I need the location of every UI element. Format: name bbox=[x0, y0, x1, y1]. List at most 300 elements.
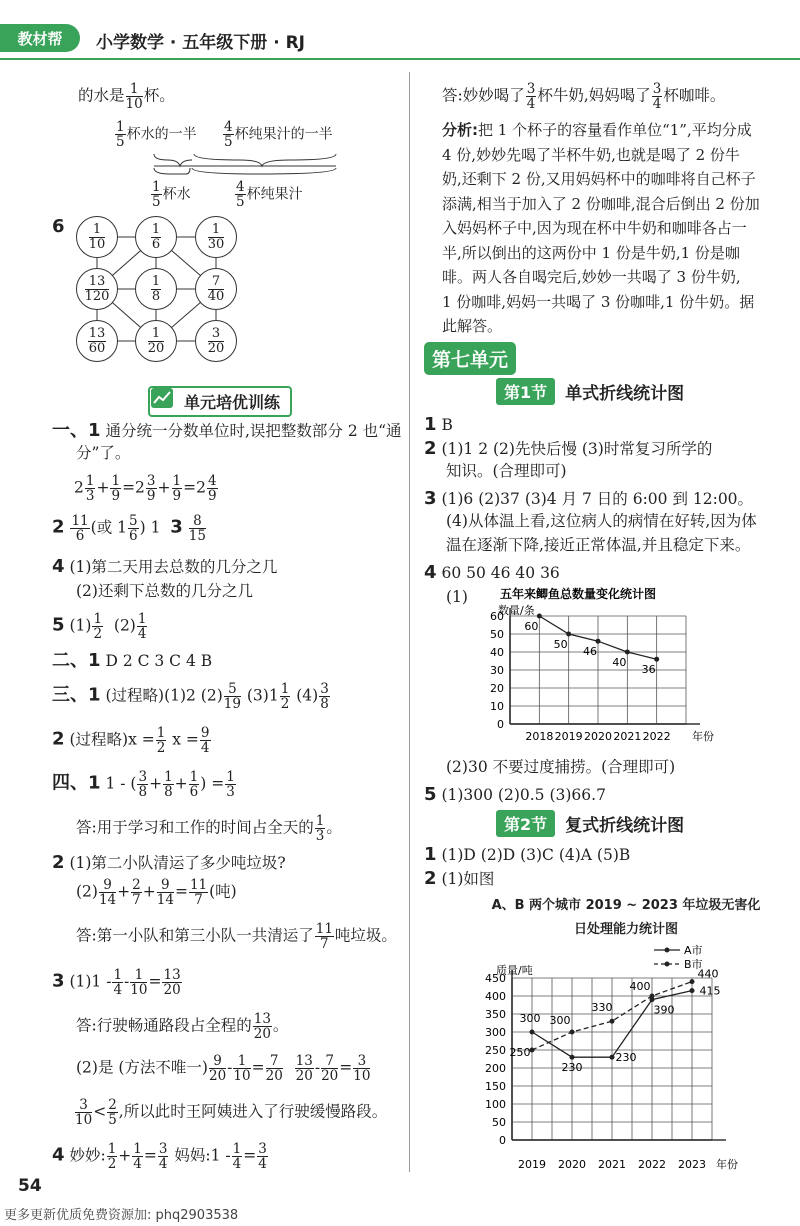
chart2-series-b-point bbox=[570, 1030, 575, 1035]
chart2-legend-a-label: A市 bbox=[684, 944, 703, 957]
fraction bbox=[207, 474, 218, 503]
grid-cell bbox=[135, 216, 177, 258]
chart2-y-tick: 300 bbox=[485, 1026, 506, 1039]
fraction-numerator: 1 bbox=[89, 223, 106, 238]
fraction-numerator: 7 bbox=[266, 1054, 283, 1069]
fraction-denominator: 14 bbox=[156, 892, 174, 909]
analysis-text: 入妈妈杯子中,因为现在杯中牛奶和咖啡各占一 bbox=[442, 219, 747, 237]
fraction-denominator: 7 bbox=[320, 936, 329, 953]
fraction bbox=[126, 82, 143, 111]
fraction-denominator: 3 bbox=[226, 784, 235, 801]
fraction bbox=[189, 878, 208, 907]
chart-waste-capacity bbox=[460, 940, 750, 1172]
question-6-number: 6 bbox=[52, 216, 65, 237]
grid-cell bbox=[195, 216, 237, 258]
s4-q3-part2: (2)是 (方法不唯一) $\frac{9}{20}$ - $\frac{1}{10}$ = $\frac{7}{20}$ $\frac{13}{20}$ - $\frac{7}{20}$ = $\frac{3}{10}$ bbox=[76, 1053, 371, 1085]
fraction bbox=[128, 514, 139, 543]
fraction bbox=[75, 1098, 92, 1127]
fraction bbox=[233, 1054, 250, 1083]
fraction-denominator: 4 bbox=[526, 96, 536, 113]
fraction bbox=[315, 922, 334, 951]
fraction bbox=[85, 474, 96, 503]
analysis-text: 添满,相当于加入了 2 份咖啡,混合后倒出 2 份加 bbox=[442, 194, 760, 213]
chart2-legend-b-marker bbox=[665, 962, 670, 967]
fraction-denominator: 10 bbox=[130, 982, 148, 999]
analysis-line bbox=[442, 192, 782, 217]
analysis-block bbox=[442, 118, 782, 339]
fraction bbox=[257, 1142, 268, 1171]
chart1-x-tick: 2022 bbox=[642, 730, 671, 743]
fraction-numerator: 1 bbox=[151, 221, 161, 237]
fraction-denominator: 20 bbox=[208, 1068, 227, 1085]
chart2-y-tick: 450 bbox=[485, 972, 506, 985]
fraction-numerator: 7 bbox=[208, 275, 225, 290]
chart2-y-tick: 400 bbox=[485, 990, 506, 1003]
training-title: 单元培优训练 bbox=[148, 386, 292, 417]
s1-q4: 4 (1)第二天用去总数的几分之几 bbox=[52, 556, 278, 577]
diagram-bottom-label-1: $\frac{1}{5}$ 杯水 bbox=[152, 179, 191, 211]
s1-q4-line2: (2)还剩下总数的几分之几 bbox=[76, 582, 253, 600]
chart2-y-tick: 50 bbox=[492, 1116, 506, 1129]
chart2-series-b-point bbox=[690, 979, 695, 984]
fraction bbox=[137, 612, 148, 641]
fraction-numerator: 1 bbox=[156, 725, 166, 741]
fraction bbox=[107, 1142, 118, 1171]
grid-cell bbox=[76, 268, 118, 310]
fraction bbox=[151, 223, 161, 251]
chart1-point bbox=[625, 650, 630, 655]
chart1-point bbox=[654, 657, 659, 662]
fraction bbox=[319, 682, 330, 711]
analysis-text: 把 1 个杯子的容量看作单位“1”,平均分成 bbox=[478, 121, 752, 139]
diagram-bottom-label-2: $\frac{4}{5}$ 杯纯果汁 bbox=[236, 179, 303, 211]
chart2-data-label: 400 bbox=[629, 980, 651, 993]
chart1-point bbox=[596, 639, 601, 644]
analysis-line bbox=[442, 143, 782, 168]
chart1-data-label: 50 bbox=[553, 638, 568, 651]
analysis-line bbox=[442, 265, 782, 290]
fraction-denominator: 2 bbox=[280, 696, 290, 713]
fraction-numerator: 3 bbox=[320, 681, 329, 697]
fraction bbox=[151, 275, 161, 303]
chart2-y-tick: 150 bbox=[485, 1080, 506, 1093]
chart1-data-label: 36 bbox=[641, 663, 656, 677]
fraction-denominator: 4 bbox=[232, 1156, 242, 1173]
analysis-text: 啡。两人各自喝完后,妙妙一共喝了 3 份牛奶, bbox=[442, 268, 741, 286]
fraction bbox=[189, 770, 200, 799]
fraction bbox=[200, 726, 211, 755]
page-header-title: 小学数学 · 五年级下册 · RJ bbox=[96, 33, 306, 53]
fraction-denominator: 15 bbox=[188, 528, 206, 545]
fraction bbox=[172, 474, 183, 503]
r-q4-sub1: (1) bbox=[446, 588, 468, 606]
fraction-numerator: 1 bbox=[189, 769, 199, 785]
fraction bbox=[208, 275, 225, 303]
fraction-numerator: 3 bbox=[652, 81, 662, 97]
analysis-text: 奶,还剩下 2 份,又用妈妈杯中的咖啡将自己杯子 bbox=[442, 170, 756, 188]
fraction bbox=[89, 223, 106, 251]
chart1-point bbox=[537, 614, 542, 619]
fraction bbox=[157, 878, 174, 907]
fraction-numerator: 5 bbox=[224, 682, 241, 697]
fraction bbox=[148, 327, 165, 355]
chart1-y-tick: 60 bbox=[490, 610, 504, 623]
fraction-numerator: 13 bbox=[295, 1053, 313, 1069]
fraction bbox=[137, 770, 148, 799]
fraction-denominator: 7 bbox=[194, 892, 203, 909]
chart2-data-label: 440 bbox=[697, 967, 719, 981]
fraction-numerator: 13 bbox=[85, 275, 110, 290]
fraction-numerator: 1 bbox=[172, 473, 182, 489]
fraction bbox=[112, 968, 123, 997]
chart1-y-tick: 10 bbox=[490, 700, 504, 713]
fraction-numerator: 1 bbox=[93, 611, 103, 627]
r-q5: 5 (1)300 (2)0.5 (3)66.7 bbox=[424, 784, 606, 805]
fraction bbox=[526, 82, 537, 111]
fraction-denominator: 8 bbox=[151, 288, 161, 304]
fraction bbox=[208, 223, 225, 251]
fraction-numerator: 1 bbox=[226, 769, 235, 785]
trend-chart-icon bbox=[150, 386, 176, 410]
fraction-denominator: 9 bbox=[111, 488, 121, 505]
s4-q3-answer: 答:行驶畅通路段占全程的 $\frac{13}{20}$ 。 bbox=[76, 1011, 289, 1043]
fraction-numerator: 1 bbox=[111, 473, 121, 489]
fraction bbox=[70, 514, 89, 543]
fraction-numerator: 3 bbox=[138, 769, 148, 785]
section-2-tag: 第2节 bbox=[496, 810, 555, 837]
s1-q1-equation: 2 $\frac{1}{3}$ + $\frac{1}{9}$ =2 $\frac{3}{9}$ + $\frac{1}{9}$ =2 $\frac{4}{9}$ bbox=[74, 473, 217, 505]
fraction-numerator: 1 bbox=[151, 273, 161, 289]
fraction-numerator: 3 bbox=[353, 1054, 370, 1069]
chart1-y-tick: 30 bbox=[490, 664, 504, 677]
chart2-y-tick: 0 bbox=[499, 1134, 506, 1147]
fraction-denominator: 10 bbox=[88, 236, 106, 252]
s4-q3: 3 (1)1 - $\frac{1}{4}$ - $\frac{1}{10}$ = $\frac{13}{20}$ bbox=[52, 967, 181, 999]
fraction-numerator: 9 bbox=[200, 725, 210, 741]
fraction-numerator: 13 bbox=[253, 1011, 271, 1027]
fraction-denominator: 20 bbox=[163, 982, 181, 999]
chart2-x-tick: 2022 bbox=[638, 1158, 666, 1171]
grid-cell bbox=[76, 320, 118, 362]
fraction-numerator: 3 bbox=[208, 327, 225, 342]
chart2-series-a-point bbox=[690, 988, 695, 993]
fraction bbox=[158, 1142, 169, 1171]
chart2-legend-a-marker bbox=[665, 948, 670, 953]
fraction-denominator: 20 bbox=[265, 1068, 283, 1085]
s2-q1: 1 (1)D (2)D (3)C (4)A (5)B bbox=[424, 844, 631, 865]
grid-cell bbox=[135, 268, 177, 310]
fraction-numerator: 1 bbox=[233, 1054, 250, 1069]
s4-q1-answer: 答:用于学习和工作的时间占全天的 $\frac{1}{3}$ 。 bbox=[76, 813, 342, 845]
chart2-series-a-point bbox=[610, 1055, 615, 1060]
fraction-denominator: 30 bbox=[207, 236, 225, 252]
s4-q2-equation: (2) $\frac{9}{14}$ + $\frac{2}{7}$ + $\frac{9}{14}$ = $\frac{11}{7}$ (吨) bbox=[76, 877, 237, 909]
s3-q2: 2 (过程略)x = $\frac{1}{2}$ x = $\frac{9}{4}$ bbox=[52, 725, 210, 757]
fraction-numerator: 1 bbox=[164, 769, 173, 785]
s4-q3-part3: $\frac{3}{10}$ < $\frac{2}{5}$ ,所以此时王阿姨进入了行驶缓慢路段。 bbox=[75, 1097, 388, 1129]
fraction-numerator: 13 bbox=[163, 967, 181, 983]
fraction-denominator: 6 bbox=[151, 236, 161, 252]
fraction bbox=[295, 1054, 314, 1083]
fraction bbox=[99, 878, 116, 907]
fraction bbox=[315, 814, 326, 843]
fraction-numerator: 9 bbox=[99, 878, 116, 893]
fraction-denominator: 5 bbox=[224, 134, 233, 151]
fraction bbox=[280, 682, 291, 711]
fraction-denominator: 3 bbox=[315, 828, 325, 845]
chart2-ylabel: 质量/吨 bbox=[496, 964, 533, 977]
chart2-series-b-point bbox=[650, 994, 655, 999]
fraction-numerator: 3 bbox=[526, 81, 536, 97]
fraction-numerator: 9 bbox=[209, 1054, 226, 1069]
r-q1: 1 B bbox=[424, 414, 453, 435]
fraction bbox=[353, 1054, 370, 1083]
fraction-denominator: 5 bbox=[116, 134, 125, 151]
fraction-numerator: 4 bbox=[224, 119, 233, 135]
section-2-heading bbox=[496, 810, 684, 837]
fraction-numerator: 7 bbox=[321, 1054, 338, 1069]
fraction-numerator: 3 bbox=[158, 1141, 168, 1157]
chart2-data-label: 230 bbox=[615, 1051, 637, 1065]
fraction bbox=[132, 1142, 143, 1171]
column-divider bbox=[409, 72, 410, 1172]
fraction-denominator: 2 bbox=[156, 740, 166, 757]
chart2-data-label: 250 bbox=[509, 1046, 531, 1059]
fraction-denominator: 9 bbox=[146, 488, 156, 505]
fraction-denominator: 6 bbox=[75, 528, 85, 545]
page-number: 54 bbox=[18, 1176, 42, 1196]
chart2-legend-b-label: B市 bbox=[684, 958, 703, 971]
intro-line: 的水是 $\frac{1}{10}$ 杯。 bbox=[78, 81, 175, 113]
fraction-numerator: 4 bbox=[207, 473, 217, 489]
fraction-denominator: 8 bbox=[164, 784, 173, 801]
chart2-data-label: 390 bbox=[653, 1003, 675, 1017]
s3-q1: 三、1 (过程略)(1)2 (2) $\frac{5}{19}$ (3)1 $\frac{1}{2}$ (4) $\frac{3}{8}$ bbox=[52, 681, 329, 713]
s4-q2-answer: 答:第一小队和第三小队一共清运了 $\frac{11}{7}$ 吨垃圾。 bbox=[76, 921, 397, 953]
fraction bbox=[652, 82, 663, 111]
section-2-title: 复式折线统计图 bbox=[565, 816, 685, 836]
grid-cell bbox=[135, 320, 177, 362]
fraction-denominator: 5 bbox=[236, 194, 245, 211]
chart1-data-label: 46 bbox=[583, 645, 597, 659]
fraction-denominator: 2 bbox=[93, 626, 103, 643]
fraction-numerator: 1 bbox=[208, 223, 225, 238]
chart2-data-label: 300 bbox=[549, 1014, 571, 1027]
fraction bbox=[151, 180, 162, 209]
fraction-denominator: 10 bbox=[353, 1068, 371, 1085]
analysis-line bbox=[442, 241, 782, 266]
fraction-denominator: 7 bbox=[132, 892, 141, 909]
fraction bbox=[156, 726, 167, 755]
section-1-title: 单式折线统计图 bbox=[565, 384, 685, 404]
chart1-y-tick: 50 bbox=[490, 628, 504, 641]
fraction bbox=[115, 120, 126, 149]
fraction-numerator: 1 bbox=[130, 968, 147, 983]
fraction-denominator: 6 bbox=[129, 528, 138, 545]
s1-q2-q3: 2 $\frac{11}{6}$ (或 1 $\frac{5}{6}$ ) 1 3 $\frac{8}{15}$ bbox=[52, 513, 206, 545]
chart2-data-label: 300 bbox=[519, 1012, 541, 1025]
fraction bbox=[209, 1054, 226, 1083]
chart2-x-tick: 2020 bbox=[558, 1158, 586, 1171]
fraction bbox=[189, 514, 206, 543]
fraction-denominator: 14 bbox=[98, 892, 117, 909]
fraction-numerator: 5 bbox=[129, 513, 138, 529]
analysis-text: 半,所以倒出的这两份中 1 份是牛奶,1 份是咖 bbox=[442, 243, 740, 262]
chart2-x-tick: 2019 bbox=[518, 1158, 546, 1171]
fraction bbox=[266, 1054, 283, 1083]
fraction-denominator: 8 bbox=[138, 784, 148, 801]
fraction-numerator: 1 bbox=[113, 967, 123, 983]
fraction-numerator: 13 bbox=[88, 325, 106, 341]
fraction bbox=[253, 1012, 272, 1041]
fraction-denominator: 9 bbox=[207, 488, 217, 505]
chart2-data-label: 330 bbox=[591, 1001, 613, 1015]
chart-fish-count bbox=[460, 584, 730, 756]
chart1-data-label: 40 bbox=[612, 656, 627, 669]
fraction-numerator: 1 bbox=[148, 327, 165, 342]
fraction-denominator: 5 bbox=[108, 1112, 117, 1129]
fraction-denominator: 20 bbox=[147, 340, 165, 356]
fraction-denominator: 3 bbox=[85, 488, 95, 505]
fraction-numerator: 1 bbox=[280, 681, 290, 697]
r-q3-line3: 温在逐渐下降,接近正常体温,并且稳定下来。 bbox=[446, 536, 751, 554]
fraction-denominator: 20 bbox=[321, 1068, 339, 1085]
grid-cell bbox=[195, 268, 237, 310]
fraction-numerator: 1 bbox=[85, 473, 95, 489]
fraction-denominator: 5 bbox=[152, 194, 161, 211]
chart2-data-label: 230 bbox=[561, 1061, 583, 1075]
chart1-data-label: 60 bbox=[524, 620, 539, 633]
analysis-text: 此解答。 bbox=[442, 317, 503, 335]
fraction-denominator: 4 bbox=[137, 626, 147, 643]
chart1-y-tick: 20 bbox=[490, 682, 504, 695]
analysis-text: 4 份,妙妙先喝了半杯牛奶,也就是喝了 2 份牛 bbox=[442, 145, 740, 164]
fraction-numerator: 11 bbox=[71, 513, 89, 529]
s4-q2: 2 (1)第二小队清运了多少吨垃圾? bbox=[52, 852, 286, 873]
chart2-x-tick: 2023 bbox=[678, 1158, 706, 1171]
brand-badge: 教材帮 bbox=[0, 24, 80, 52]
chart1-point bbox=[566, 632, 571, 637]
chart1-xlabel: 年份 bbox=[692, 730, 714, 743]
fraction-numerator: 8 bbox=[189, 514, 206, 529]
chart2-series-b-point bbox=[610, 1019, 615, 1024]
analysis-line bbox=[442, 118, 782, 143]
fraction-denominator: 60 bbox=[88, 340, 106, 356]
fraction-numerator: 9 bbox=[157, 878, 174, 893]
s4-q4: 4 妙妙: $\frac{1}{2}$ + $\frac{1}{4}$ = $\frac{3}{4}$ 妈妈:1 - $\frac{1}{4}$ = $\frac{3}{4}$ bbox=[52, 1141, 267, 1173]
s1-q1-line2: 分”了。 bbox=[76, 444, 131, 462]
chart2-y-tick: 200 bbox=[485, 1062, 506, 1075]
fraction-denominator: 10 bbox=[233, 1068, 251, 1085]
fraction-denominator: 19 bbox=[223, 696, 241, 713]
analysis-line bbox=[442, 314, 782, 339]
fraction-denominator: 4 bbox=[158, 1156, 168, 1173]
fraction-numerator: 2 bbox=[132, 877, 141, 893]
chart1-x-tick: 2019 bbox=[554, 730, 583, 743]
fraction bbox=[163, 770, 174, 799]
grid-cell bbox=[195, 320, 237, 362]
section-1-heading bbox=[496, 378, 684, 405]
chart2-series-a-point bbox=[530, 1030, 535, 1035]
right-answer-top: 答:妙妙喝了 $\frac{3}{4}$ 杯牛奶,妈妈喝了 $\frac{3}{4}$ 杯咖啡。 bbox=[442, 81, 726, 113]
fraction-numerator: 1 bbox=[152, 179, 161, 195]
unit-banner: 第七单元 bbox=[424, 342, 516, 375]
fraction bbox=[130, 968, 147, 997]
fraction bbox=[225, 770, 236, 799]
grid-cell bbox=[76, 216, 118, 258]
fraction-denominator: 10 bbox=[75, 1112, 93, 1129]
chart2-title-line1: A、B 两个城市 2019 ~ 2023 年垃圾无害化 bbox=[491, 898, 761, 913]
fraction-denominator: 4 bbox=[258, 1156, 267, 1173]
fraction-denominator: 4 bbox=[652, 96, 662, 113]
fraction-numerator: 2 bbox=[108, 1097, 117, 1113]
chart2-series-a-point bbox=[570, 1055, 575, 1060]
fraction-denominator: 4 bbox=[113, 982, 123, 999]
fraction-numerator: 4 bbox=[236, 179, 245, 195]
chart1-title: 五年来鲫鱼总数量变化统计图 bbox=[500, 587, 657, 601]
fraction-numerator: 1 bbox=[133, 1141, 142, 1157]
fraction-denominator: 6 bbox=[189, 784, 199, 801]
fraction-denominator: 4 bbox=[133, 1156, 142, 1173]
fraction bbox=[131, 878, 142, 907]
fraction-numerator: 1 bbox=[232, 1141, 242, 1157]
chart2-title-line2: 日处理能力统计图 bbox=[573, 922, 678, 937]
analysis-line bbox=[442, 167, 782, 192]
chart2-y-tick: 100 bbox=[485, 1098, 506, 1111]
r-q3-line2: (4)从体温上看,这位病人的病情在好转,因为体 bbox=[446, 512, 757, 530]
fraction-numerator: 1 bbox=[137, 611, 147, 627]
r-q3: 3 (1)6 (2)37 (3)4 月 7 日的 6:00 到 12:00。 bbox=[424, 488, 754, 509]
r-q2: 2 (1)1 2 (2)先快后慢 (3)时常复习所学的 bbox=[424, 438, 713, 459]
fraction-denominator: 10 bbox=[125, 96, 143, 113]
fraction-numerator: 11 bbox=[189, 877, 208, 893]
s1-q5: 5 (1) $\frac{1}{2}$ (2) $\frac{1}{4}$ bbox=[52, 611, 147, 643]
s1-q1: 一、1 通分统一分数单位时,误把整数部分 2 也“通 bbox=[52, 420, 402, 441]
s4-q1: 四、1 1 - ( $\frac{3}{8}$ + $\frac{1}{8}$ + $\frac{1}{6}$ ) = $\frac{1}{3}$ bbox=[52, 769, 235, 801]
s2-q2: 2 (1)如图 bbox=[424, 868, 495, 889]
diagram-bracket-lines bbox=[150, 148, 350, 176]
fraction-denominator: 8 bbox=[320, 696, 329, 713]
fraction-denominator: 4 bbox=[200, 740, 210, 757]
fraction bbox=[235, 180, 246, 209]
fraction bbox=[146, 474, 157, 503]
s2-answers: 二、1 D 2 C 3 C 4 B bbox=[52, 650, 213, 671]
r-q4: 4 60 50 46 40 36 bbox=[424, 562, 560, 583]
chart2-y-tick: 250 bbox=[485, 1044, 506, 1057]
chart1-ylabel: 数量/条 bbox=[498, 604, 535, 617]
fraction-numerator: 1 bbox=[126, 82, 143, 97]
analysis-label: 分析: bbox=[442, 121, 478, 139]
fraction bbox=[110, 474, 121, 503]
fraction bbox=[223, 120, 234, 149]
fraction bbox=[208, 327, 225, 355]
fraction-denominator: 9 bbox=[172, 488, 182, 505]
fraction bbox=[88, 327, 107, 355]
analysis-line bbox=[442, 290, 782, 315]
fraction-denominator: 20 bbox=[295, 1068, 313, 1085]
fraction-denominator: 40 bbox=[207, 288, 225, 304]
fraction-numerator: 1 bbox=[116, 119, 125, 135]
fraction bbox=[232, 1142, 243, 1171]
fraction-numerator: 1 bbox=[315, 813, 325, 829]
chart1-x-tick: 2018 bbox=[525, 730, 554, 743]
fraction-numerator: 1 bbox=[107, 1141, 117, 1157]
r-q4-sub2: (2)30 不要过度捕捞。(合理即可) bbox=[446, 758, 676, 776]
analysis-text: 1 份咖啡,妈妈一共喝了 3 份咖啡,1 份牛奶。据 bbox=[442, 292, 755, 311]
fraction bbox=[321, 1054, 338, 1083]
footer-note: 更多更新优质免费资源加: phq2903538 bbox=[4, 1208, 239, 1223]
chart1-x-tick: 2020 bbox=[584, 730, 612, 743]
